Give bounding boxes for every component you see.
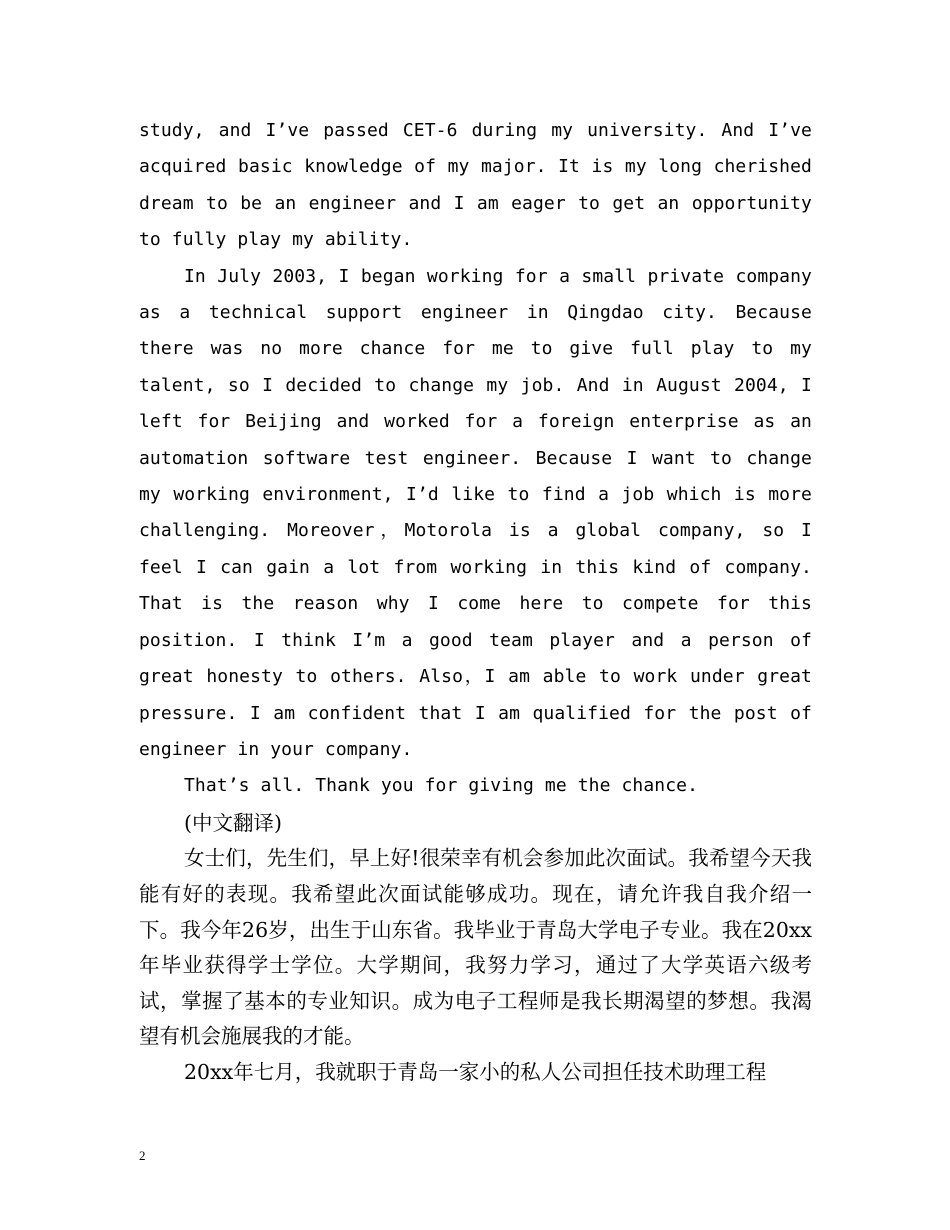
paragraph-chinese-1: 女士们，先生们，早上好!很荣幸有机会参加此次面试。我希望今天我能有好的表现。我希望此次面试能够成功。现在，请允许我自我介绍一下。我今年26岁，出生于山东省。我毕业于青岛大学电子专业。我在20xx年毕业获得学士学位。大学期间，我努力学习，通过了大学英语六级考试，掌握了基本的专业知识。成为电子工程师是我长期渴望的梦想。我渴望有机会施展我的才能。	[139, 846, 812, 1049]
page-number: 2	[139, 1148, 146, 1163]
document-body	[139, 113, 812, 1090]
paragraph-english-2: In July 2003, I began working for a small private company as a technical support engineer in Qingdao city. Because there was no more chance for me to give full play to my talent, so I decided to change my job. And in August 2004, I left for Beijing and worked for a foreign enterprise as an automation software test engineer. Because I want to change my working environment, I’d like to find a job which is more challenging. Moreover，Motorola is a global company, so I feel I can gain a lot from working in this kind of company. That is the reason why I come here to compete for this position. I think I’m a good team player and a person of great honesty to others. Also，I am able to work under great pressure. I am confident that I am qualified for the post of engineer in your company.	[139, 265, 812, 760]
paragraph-english-3: That’s all. Thank you for giving me the chance.	[184, 775, 699, 797]
paragraph-english-1: study, and I’ve passed CET-6 during my university. And I’ve acquired basic knowledge of my major. It is my long cherished dream to be an engineer and I am eager to get an opportunity to fully play my ability.	[139, 120, 812, 251]
paragraph-translation-heading: (中文翻译)	[184, 810, 282, 835]
paragraph-chinese-2: 20xx年七月，我就职于青岛一家小的私人公司担任技术助理工程	[184, 1059, 767, 1084]
